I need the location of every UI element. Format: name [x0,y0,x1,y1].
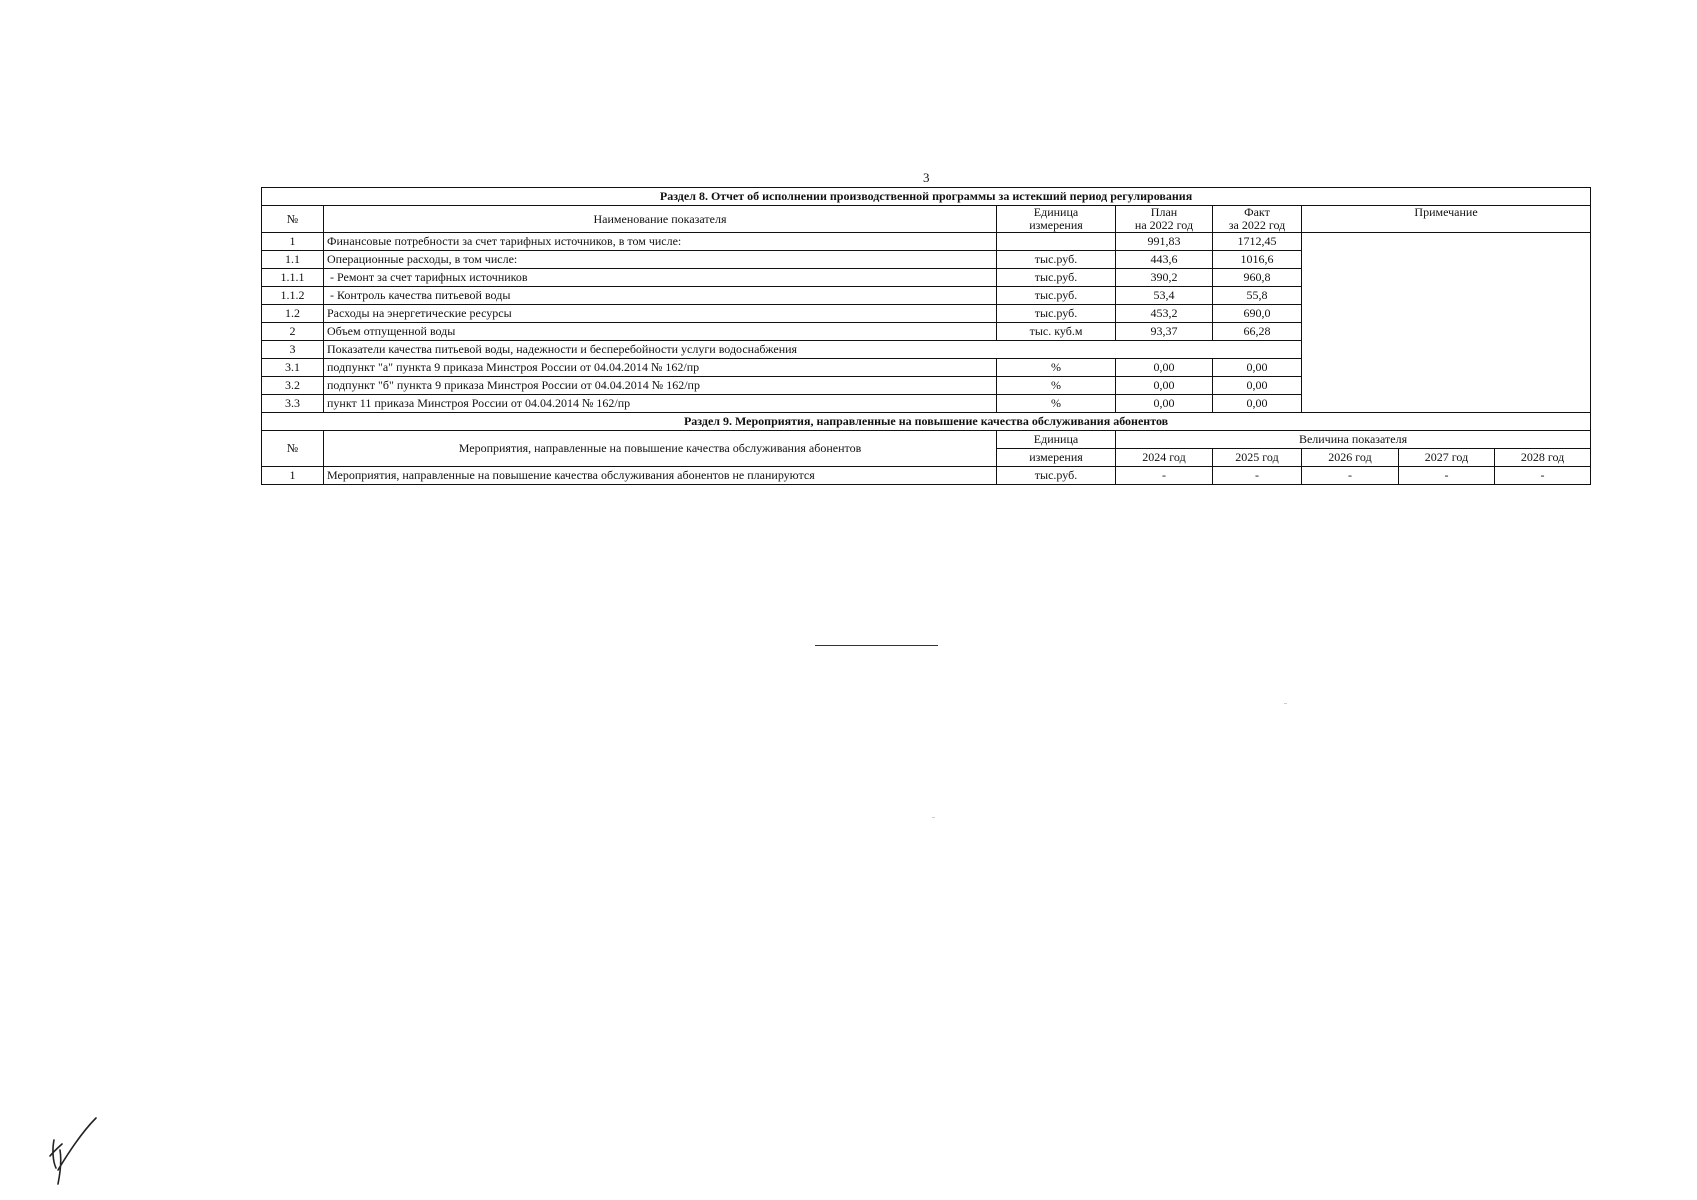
section9-header-row-1 [262,431,1591,449]
section8-title: Раздел 8. Отчет об исполнении производственной программы за истекший период регулирования [262,188,1591,206]
header-plan-line2: на 2022 год [1134,218,1194,232]
header-year: 2027 год [1399,449,1495,467]
row-fact: 0,00 [1213,359,1302,377]
header-unit-line1: Единица [997,431,1116,449]
row-name: Операционные расходы, в том числе: [324,251,997,269]
row-num: 1 [262,467,324,485]
header-plan-line1: План [1150,205,1178,219]
header-plan [1116,206,1213,233]
row-unit: % [997,359,1116,377]
row-unit: тыс.руб. [997,467,1116,485]
row-plan: 0,00 [1116,359,1213,377]
row-num: 1.1 [262,251,324,269]
header-note: Примечание [1302,206,1591,233]
header-year: 2024 год [1116,449,1213,467]
section9-title-row [262,413,1591,431]
header-unit [997,206,1116,233]
row-num: 3.2 [262,377,324,395]
header-num: № [262,206,324,233]
scan-speck [932,817,935,818]
row-value: - [1302,467,1399,485]
row-fact: 55,8 [1213,287,1302,305]
table-row [262,467,1591,485]
row-plan: 53,4 [1116,287,1213,305]
note-cell [1302,233,1591,413]
row-unit: тыс.руб. [997,251,1116,269]
table-row [262,233,1591,251]
page-number: 3 [923,170,930,185]
row-plan: 991,83 [1116,233,1213,251]
row-name: - Ремонт за счет тарифных источников [324,269,997,287]
row-fact: 690,0 [1213,305,1302,323]
row-num: 2 [262,323,324,341]
row-fact: 1016,6 [1213,251,1302,269]
row-name: Объем отпущенной воды [324,323,997,341]
row-value: - [1116,467,1213,485]
row-fact: 1712,45 [1213,233,1302,251]
row-num: 1.2 [262,305,324,323]
row-fact: 0,00 [1213,377,1302,395]
row-plan: 0,00 [1116,395,1213,413]
section8-title-row [262,188,1591,206]
row-value: - [1399,467,1495,485]
row-unit: % [997,395,1116,413]
row-unit [997,233,1116,251]
row-name: Мероприятия, направленные на повышение качества обслуживания абонентов не планируются [324,467,997,485]
header-num: № [262,431,324,467]
row-unit: тыс.руб. [997,305,1116,323]
row-value: - [1213,467,1302,485]
row-fact: 0,00 [1213,395,1302,413]
header-year: 2025 год [1213,449,1302,467]
handwritten-signature [40,1110,100,1190]
row-name: Финансовые потребности за счет тарифных источников, в том числе: [324,233,997,251]
header-name: Наименование показателя [324,206,997,233]
header-value: Величина показателя [1116,431,1591,449]
header-name: Мероприятия, направленные на повышение качества обслуживания абонентов [324,431,997,467]
row-plan: 453,2 [1116,305,1213,323]
row-num: 3.3 [262,395,324,413]
row-unit: тыс.руб. [997,269,1116,287]
header-fact-line2: за 2022 год [1228,218,1286,232]
section8-header-row [262,206,1591,233]
header-unit-line1: Единица [1033,205,1079,219]
row-num: 1.1.2 [262,287,324,305]
row-fact: 960,8 [1213,269,1302,287]
header-unit-line2: измерения [997,449,1116,467]
row-name: Показатели качества питьевой воды, надежности и бесперебойности услуги водоснабжения [324,341,1302,359]
row-num: 3.1 [262,359,324,377]
row-plan: 0,00 [1116,377,1213,395]
row-plan: 93,37 [1116,323,1213,341]
report-table [261,187,1591,485]
header-unit-line2: измерения [1029,218,1083,232]
row-unit: % [997,377,1116,395]
header-year: 2026 год [1302,449,1399,467]
row-value: - [1495,467,1591,485]
header-fact-line1: Факт [1244,205,1270,219]
row-name: пункт 11 приказа Минстроя России от 04.04.2014 № 162/пр [324,395,997,413]
row-plan: 390,2 [1116,269,1213,287]
scan-speck [1284,703,1287,704]
row-name: Расходы на энергетические ресурсы [324,305,997,323]
row-name: подпункт "а" пункта 9 приказа Минстроя России от 04.04.2014 № 162/пр [324,359,997,377]
row-num: 1.1.1 [262,269,324,287]
header-year: 2028 год [1495,449,1591,467]
row-fact: 66,28 [1213,323,1302,341]
row-name: подпункт "б" пункта 9 приказа Минстроя России от 04.04.2014 № 162/пр [324,377,997,395]
section9-title: Раздел 9. Мероприятия, направленные на повышение качества обслуживания абонентов [262,413,1591,431]
row-name: - Контроль качества питьевой воды [324,287,997,305]
end-divider-line [815,645,938,646]
row-unit: тыс.руб. [997,287,1116,305]
row-num: 1 [262,233,324,251]
row-unit: тыс. куб.м [997,323,1116,341]
row-plan: 443,6 [1116,251,1213,269]
header-fact [1213,206,1302,233]
row-num: 3 [262,341,324,359]
